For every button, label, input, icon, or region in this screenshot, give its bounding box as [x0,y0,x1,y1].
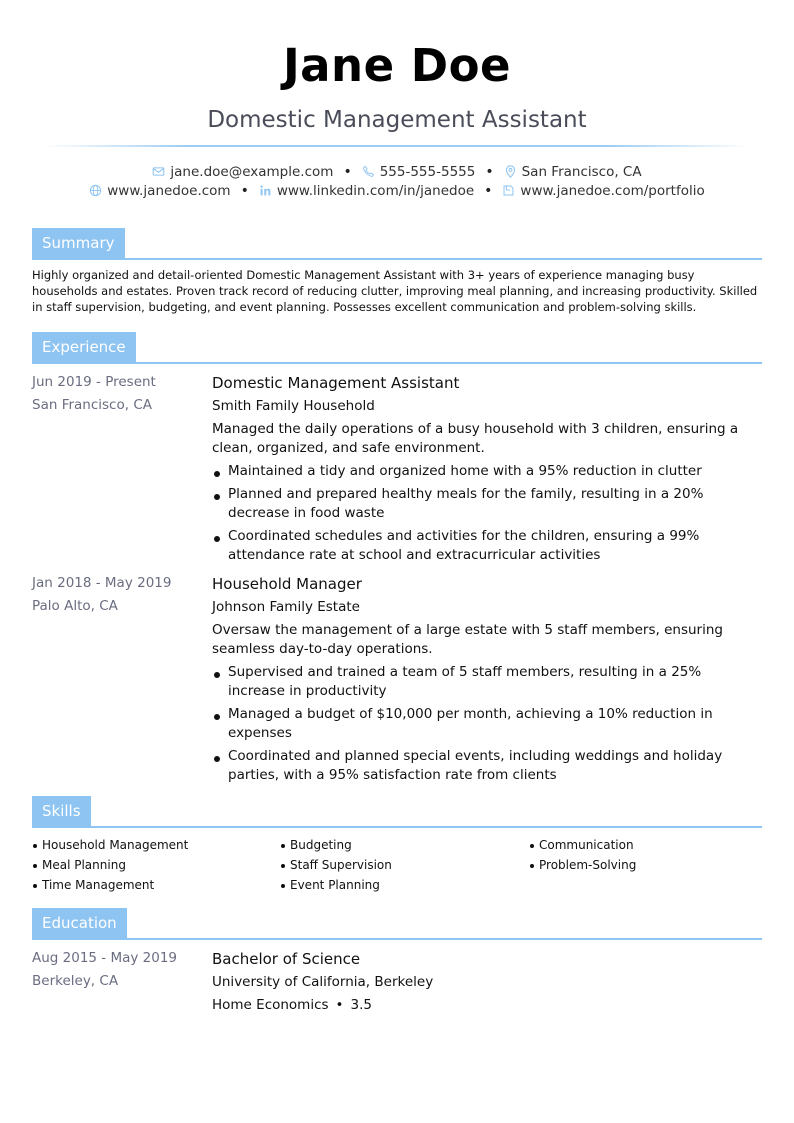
entry-description: Oversaw the management of a large estate with 5 staff members, ensuring seamless day-to-day operations. [212,622,723,657]
separator-dot: • [484,182,493,199]
entry-location: Berkeley, CA [32,973,119,989]
skills-list [32,836,762,896]
experience-entry [32,373,762,565]
section-heading [32,332,762,364]
section-rule [32,362,762,364]
field-and-gpa [212,996,762,1019]
website-text: www.janedoe.com [107,182,231,199]
contact-email[interactable] [152,164,333,180]
section-rule [32,826,762,828]
portfolio-text: www.janedoe.com/portfolio [520,182,705,199]
degree: Bachelor of Science [212,950,361,968]
field-of-study: Home Economics [212,997,329,1013]
bullet-item: Managed a budget of $10,000 per month, achieving a 10% reduction in expenses [212,705,762,743]
skill-item: Communication [529,836,762,856]
entry-details [212,373,762,565]
entry-details [212,574,762,785]
experience-heading: Experience [32,332,136,364]
map-pin-icon [504,165,517,178]
school: University of California, Berkeley [212,974,434,990]
skill-item: Problem-Solving [529,856,762,876]
education-section [32,908,762,1019]
contact-portfolio[interactable] [502,183,704,199]
entry-meta [32,574,202,620]
skills-section [32,796,762,896]
section-rule [32,258,762,260]
summary-text: Highly organized and detail-oriented Domestic Management Assistant with 3+ years of experience managing busy households and estates. Proven track record of reducing clutter, improving meal planning, and increasing productivity. Skilled in staff supervision, budgeting, and event planning. Possesses excellent communication and problem-solving skills. [32,268,758,314]
contact-website[interactable] [89,183,230,199]
skill-item: Staff Supervision [280,856,529,876]
header-divider [44,145,750,147]
separator-dot: • [335,997,344,1013]
contact-linkedin[interactable] [259,183,474,199]
skill-item: Event Planning [280,876,529,896]
resume-header [0,0,794,200]
bullet-item: Coordinated and planned special events, including weddings and holiday parties, with a 95% satisfaction rate from clients [212,747,762,785]
globe-icon [89,184,102,197]
entry-bullets [212,663,762,785]
education-entry [32,949,762,1019]
section-heading [32,796,762,828]
entry-location: San Francisco, CA [32,397,152,413]
summary-section [32,228,762,315]
skill-item: Time Management [32,876,280,896]
job-title: Domestic Management Assistant [207,107,587,133]
entry-organization: Johnson Family Estate [212,599,360,615]
separator-dot: • [485,163,494,180]
linkedin-text: www.linkedin.com/in/janedoe [276,182,475,199]
location-text: San Francisco, CA [521,163,642,180]
portfolio-icon [502,184,515,197]
section-heading [32,228,762,260]
contact-line-secondary [0,181,794,200]
entry-bullets [212,462,762,565]
entry-organization: Smith Family Household [212,398,375,414]
candidate-name: Jane Doe [282,39,512,92]
experience-entry [32,574,762,785]
bullet-item: Coordinated schedules and activities for the children, ensuring a 99% attendance rate at school and extracurricular activities [212,527,762,565]
linkedin-icon [259,184,272,197]
phone-text: 555-555-5555 [379,163,476,180]
bullet-item: Supervised and trained a team of 5 staff members, resulting in a 25% increase in productivity [212,663,762,701]
skill-item: Meal Planning [32,856,280,876]
summary-heading: Summary [32,228,125,260]
entry-dates: Jun 2019 - Present [32,374,156,390]
envelope-icon [152,165,165,178]
entry-role: Household Manager [212,575,362,593]
separator-dot: • [343,163,352,180]
entry-dates: Jan 2018 - May 2019 [32,575,172,591]
skill-item: Budgeting [280,836,529,856]
entry-details [212,949,762,1019]
section-rule [32,938,762,940]
contact-location [504,164,642,180]
entry-dates: Aug 2015 - May 2019 [32,950,178,966]
entry-location: Palo Alto, CA [32,598,118,614]
entry-description: Managed the daily operations of a busy household with 3 children, ensuring a clean, organized, and safe environment. [212,421,739,456]
entry-meta [32,949,202,995]
gpa: 3.5 [350,997,372,1013]
skills-heading: Skills [32,796,91,828]
entry-meta [32,373,202,419]
phone-icon [362,165,375,178]
email-text: jane.doe@example.com [170,163,334,180]
bullet-item: Planned and prepared healthy meals for the family, resulting in a 20% decrease in food waste [212,485,762,523]
entry-role: Domestic Management Assistant [212,374,460,392]
contact-phone[interactable] [362,164,476,180]
bullet-item: Maintained a tidy and organized home with a 95% reduction in clutter [212,462,762,481]
education-heading: Education [32,908,127,940]
experience-section [32,332,762,789]
section-heading [32,908,762,940]
skill-item: Household Management [32,836,280,856]
separator-dot: • [240,182,249,199]
contact-line-primary [0,162,794,181]
